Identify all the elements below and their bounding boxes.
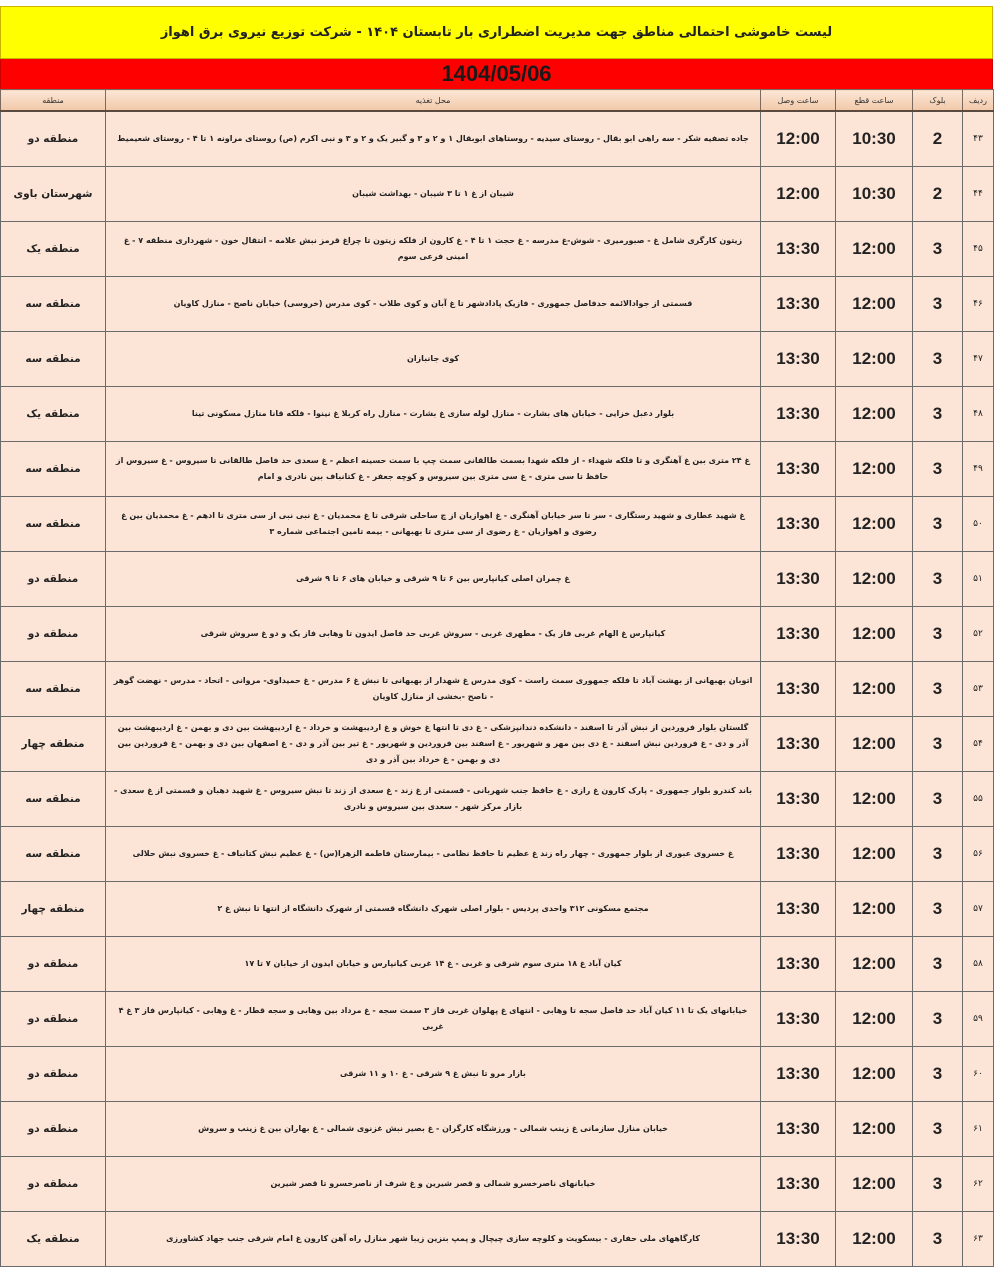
table-row [1,717,994,772]
cut-time-cell: 12:00 [836,277,913,332]
row-number: ۴۹ [963,442,994,497]
region-cell: منطقه یک [1,387,106,442]
feeder-location-cell: بلوار دعبل خزایی - خیابان های بشارت - منازل لوله سازی غ بشارت - منازل راه کربلا غ نینوا - فلکه قانا منازل مسکونی تینا [106,387,761,442]
block-cell: 2 [913,167,963,222]
row-number: ۴۵ [963,222,994,277]
table-row [1,111,994,167]
header-region: منطقه [1,90,106,112]
cut-time-cell: 12:00 [836,772,913,827]
region-cell: منطقه سه [1,772,106,827]
outage-table [0,89,994,1267]
region-cell: منطقه چهار [1,882,106,937]
feeder-location-cell: غ شهید عطاری و شهید رستگاری - سر تا سر خیابان آهنگری - غ اهوازیان از چ ساحلی شرقی تا غ محمدیان - غ نبی نبی از سی متری تا ادهم - غ محمدیان بین غ رضوی و اهوازیان - غ رضوی از سی متری تا بهبهانی - بیمه تامین اجتماعی شماره ۳ [106,497,761,552]
block-cell: 3 [913,992,963,1047]
feeder-location-cell: بازار مرو تا نبش غ ۹ شرقی - غ ۱۰ و ۱۱ شرقی [106,1047,761,1102]
row-number: ۴۶ [963,277,994,332]
table-row [1,497,994,552]
feeder-location-cell: زیتون کارگری شامل غ - صبورمیری - شوش-غ مدرسه - غ حجت ۱ تا ۴ - غ کارون از فلکه زیتون تا چراغ قرمز نبش علامه - انتقال خون - شهرداری منطقه ۷ - غ امینی فرعی سوم [106,222,761,277]
block-cell: 3 [913,1157,963,1212]
reconnect-time-cell: 13:30 [761,1157,836,1212]
feeder-location-cell: غ ۲۴ متری بین غ آهنگری و تا فلکه شهداء - از فلکه شهدا بسمت طالقانی سمت چپ با سمت حسینه اعظم - غ سعدی حد فاصل طالقانی تا سیروس - غ سیروس از حافظ تا سی متری - غ سی متری بین سیروس و کوچه جعفر - غ کتانباف بین نادری و امام [106,442,761,497]
row-number: ۶۳ [963,1212,994,1267]
row-number: ۵۰ [963,497,994,552]
region-cell: منطقه دو [1,937,106,992]
row-number: ۶۰ [963,1047,994,1102]
cut-time-cell: 10:30 [836,167,913,222]
cut-time-cell: 12:00 [836,387,913,442]
reconnect-time-cell: 13:30 [761,992,836,1047]
region-cell: منطقه دو [1,1102,106,1157]
reconnect-time-cell: 13:30 [761,277,836,332]
row-number: ۵۶ [963,827,994,882]
block-cell: 3 [913,607,963,662]
table-row [1,167,994,222]
block-cell: 3 [913,277,963,332]
block-cell: 3 [913,1047,963,1102]
cut-time-cell: 12:00 [836,552,913,607]
block-cell: 3 [913,662,963,717]
block-cell: 3 [913,387,963,442]
region-cell: منطقه دو [1,1157,106,1212]
reconnect-time-cell: 13:30 [761,497,836,552]
table-row [1,1102,994,1157]
schedule-date: 1404/05/06 [0,59,993,89]
reconnect-time-cell: 13:30 [761,882,836,937]
row-number: ۴۴ [963,167,994,222]
row-number: ۵۲ [963,607,994,662]
table-row [1,387,994,442]
region-cell: منطقه سه [1,332,106,387]
row-number: ۴۸ [963,387,994,442]
header-row-number: ردیف [963,90,994,112]
feeder-location-cell: قسمتی از جوادالائمه حدفاصل جمهوری - فازیک پادادشهر تا غ آبان و کوی طلاب - کوی مدرس (خروسی) خیابان ناصح - منازل کاویان [106,277,761,332]
reconnect-time-cell: 13:30 [761,1102,836,1157]
cut-time-cell: 12:00 [836,717,913,772]
region-cell: منطقه دو [1,111,106,167]
outage-schedule-sheet [0,6,993,1267]
reconnect-time-cell: 13:30 [761,442,836,497]
row-number: ۴۳ [963,111,994,167]
header-reconnect-time: ساعت وصل [761,90,836,112]
block-cell: 3 [913,717,963,772]
feeder-location-cell: جاده تصفیه شکر - سه راهی ابو بقال - روستای سیدیه - روستاهای ابوبقال ۱ و ۲ و ۳ و گبیر یک و ۲ و ۳ و نبی اکرم (ص) روستای مراونه ۱ تا ۴ - روستای شعیمیط [106,111,761,167]
reconnect-time-cell: 13:30 [761,607,836,662]
feeder-location-cell: گلستان بلوار فروردین از نبش آذر تا اسفند - دانشکده دندانپزشکی - غ دی تا انتها غ خوش و غ اردیبهشت و خرداد - غ اردیبهشت بین دی و بهمن - غ اردیبهشت بین آذر و دی - غ فروردین نبش اسفند - غ دی بین مهر و شهریور - غ اسفند بین فروردین و شهریور - غ تیر بین آذر و دی - غ اصفهان بین دی و بهمن - غ فروردین بین دی و بهمن - غ خرداد بین آذر و دی [106,717,761,772]
reconnect-time-cell: 13:30 [761,827,836,882]
region-cell: منطقه سه [1,662,106,717]
row-number: ۵۷ [963,882,994,937]
region-cell: منطقه سه [1,497,106,552]
reconnect-time-cell: 13:30 [761,662,836,717]
block-cell: 3 [913,442,963,497]
cut-time-cell: 12:00 [836,937,913,992]
block-cell: 3 [913,497,963,552]
reconnect-time-cell: 13:30 [761,772,836,827]
region-cell: منطقه چهار [1,717,106,772]
reconnect-time-cell: 13:30 [761,937,836,992]
block-cell: 3 [913,882,963,937]
region-cell: منطقه دو [1,552,106,607]
reconnect-time-cell: 12:00 [761,111,836,167]
feeder-location-cell: کوی جانبازان [106,332,761,387]
row-number: ۶۲ [963,1157,994,1212]
cut-time-cell: 10:30 [836,111,913,167]
reconnect-time-cell: 12:00 [761,167,836,222]
block-cell: 3 [913,1102,963,1157]
feeder-location-cell: کیانپارس غ الهام غربی فاز یک - مطهری غربی - سروش غربی حد فاصل ایدون تا وهابی فاز یک و دو غ سروش شرقی [106,607,761,662]
cut-time-cell: 12:00 [836,827,913,882]
region-cell: منطقه دو [1,992,106,1047]
block-cell: 3 [913,552,963,607]
cut-time-cell: 12:00 [836,1157,913,1212]
row-number: ۵۳ [963,662,994,717]
row-number: ۵۵ [963,772,994,827]
table-row [1,992,994,1047]
cut-time-cell: 12:00 [836,497,913,552]
block-cell: 3 [913,222,963,277]
table-row [1,937,994,992]
region-cell: منطقه دو [1,607,106,662]
feeder-location-cell: خیابان منازل سازمانی غ زینب شمالی - ورزشگاه کارگران - غ بصیر نبش غزنوی شمالی - غ بهاران بین غ زینب و سروش [106,1102,761,1157]
cut-time-cell: 12:00 [836,1047,913,1102]
block-cell: 2 [913,111,963,167]
table-row [1,772,994,827]
cut-time-cell: 12:00 [836,662,913,717]
header-block: بلوک [913,90,963,112]
feeder-location-cell: کیان آباد غ ۱۸ متری سوم شرقی و غربی - غ ۱۴ غربی کیانپارس و خیابان ایدون از خیابان ۷ تا ۱۷ [106,937,761,992]
table-row [1,662,994,717]
region-cell: منطقه سه [1,277,106,332]
region-cell: منطقه دو [1,1047,106,1102]
reconnect-time-cell: 13:30 [761,332,836,387]
table-row [1,442,994,497]
row-number: ۵۸ [963,937,994,992]
region-cell: منطقه سه [1,827,106,882]
row-number: ۵۱ [963,552,994,607]
block-cell: 3 [913,827,963,882]
block-cell: 3 [913,937,963,992]
row-number: ۵۴ [963,717,994,772]
feeder-location-cell: غ چمران اصلی کیانپارس بین ۶ تا ۹ شرقی و خیابان های ۶ تا ۹ شرقی [106,552,761,607]
row-number: ۴۷ [963,332,994,387]
header-feeder-location: محل تغذیه [106,90,761,112]
region-cell: منطقه سه [1,442,106,497]
table-row [1,222,994,277]
region-cell: منطقه یک [1,222,106,277]
reconnect-time-cell: 13:30 [761,387,836,442]
cut-time-cell: 12:00 [836,1102,913,1157]
table-row [1,1047,994,1102]
table-row [1,277,994,332]
feeder-location-cell: غ خسروی عبوری از بلوار جمهوری - چهار راه زند غ عظیم تا حافظ نظامی - بیمارستان فاطمه الزهرا(س) - غ عظیم نبش کتانباف - غ خسروی نبش حلالی [106,827,761,882]
region-cell: شهرستان باوی [1,167,106,222]
table-row [1,552,994,607]
cut-time-cell: 12:00 [836,1212,913,1267]
reconnect-time-cell: 13:30 [761,552,836,607]
document-title: لیست خاموشی احتمالی مناطق جهت مدیریت اضطراری بار تابستان ۱۴۰۴ - شرکت توزیع نیروی برق اهواز [0,6,993,59]
feeder-location-cell: شیبان از غ ۱ تا ۳ شیبان - بهداشت شیبان [106,167,761,222]
table-header-row [1,90,994,112]
table-row [1,882,994,937]
cut-time-cell: 12:00 [836,332,913,387]
reconnect-time-cell: 13:30 [761,1212,836,1267]
reconnect-time-cell: 13:30 [761,717,836,772]
table-row [1,607,994,662]
header-cut-time: ساعت قطع [836,90,913,112]
table-row [1,827,994,882]
feeder-location-cell: خیابانهای یک تا ۱۱ کیان آباد حد فاصل سجه تا وهابی - انتهای غ پهلوان غربی فاز ۳ سمت سجه - غ مرداد بین وهابی و سجه قطار - غ وهابی - کیانپارس فاز ۳ غ ۴ غربی [106,992,761,1047]
feeder-location-cell: کارگاههای ملی حفاری - بیسکویت و کلوچه سازی چیچال و پمپ بنزین زیبا شهر منازل راه آهن کارون غ امام شرقی جنب جهاد کشاورزی [106,1212,761,1267]
feeder-location-cell: مجتمع مسکونی ۳۱۲ واحدی پردیس - بلوار اصلی شهرک دانشگاه قسمتی از شهرک دانشگاه از انتها تا نبش غ ۲ [106,882,761,937]
row-number: ۶۱ [963,1102,994,1157]
cut-time-cell: 12:00 [836,222,913,277]
table-row [1,1157,994,1212]
region-cell: منطقه یک [1,1212,106,1267]
cut-time-cell: 12:00 [836,882,913,937]
reconnect-time-cell: 13:30 [761,1047,836,1102]
cut-time-cell: 12:00 [836,607,913,662]
cut-time-cell: 12:00 [836,442,913,497]
cut-time-cell: 12:00 [836,992,913,1047]
block-cell: 3 [913,772,963,827]
table-row [1,1212,994,1267]
block-cell: 3 [913,332,963,387]
feeder-location-cell: باند کندرو بلوار جمهوری - پارک کارون غ رازی - غ حافظ جنب شهربانی - قسمتی از غ زند - غ سعدی از زند تا نبش سیروس - غ شهید دهبان و قسمتی از غ سعدی - بازار مرکز شهر - سعدی بین سیروس و نادری [106,772,761,827]
feeder-location-cell: خیابانهای ناصرخسرو شمالی و قصر شیرین و غ شرف از ناصرخسرو تا قصر شیرین [106,1157,761,1212]
reconnect-time-cell: 13:30 [761,222,836,277]
block-cell: 3 [913,1212,963,1267]
row-number: ۵۹ [963,992,994,1047]
table-row [1,332,994,387]
feeder-location-cell: اتوبان بهبهانی از بهشت آباد تا فلکه جمهوری سمت راست - کوی مدرس غ شهدار از بهبهانی تا نبش غ ۶ مدرس - غ حمیداوی- مروانی - اتحاد - مدرس - نهضت گوهر - ناصح -بخشی از منازل کاویان [106,662,761,717]
